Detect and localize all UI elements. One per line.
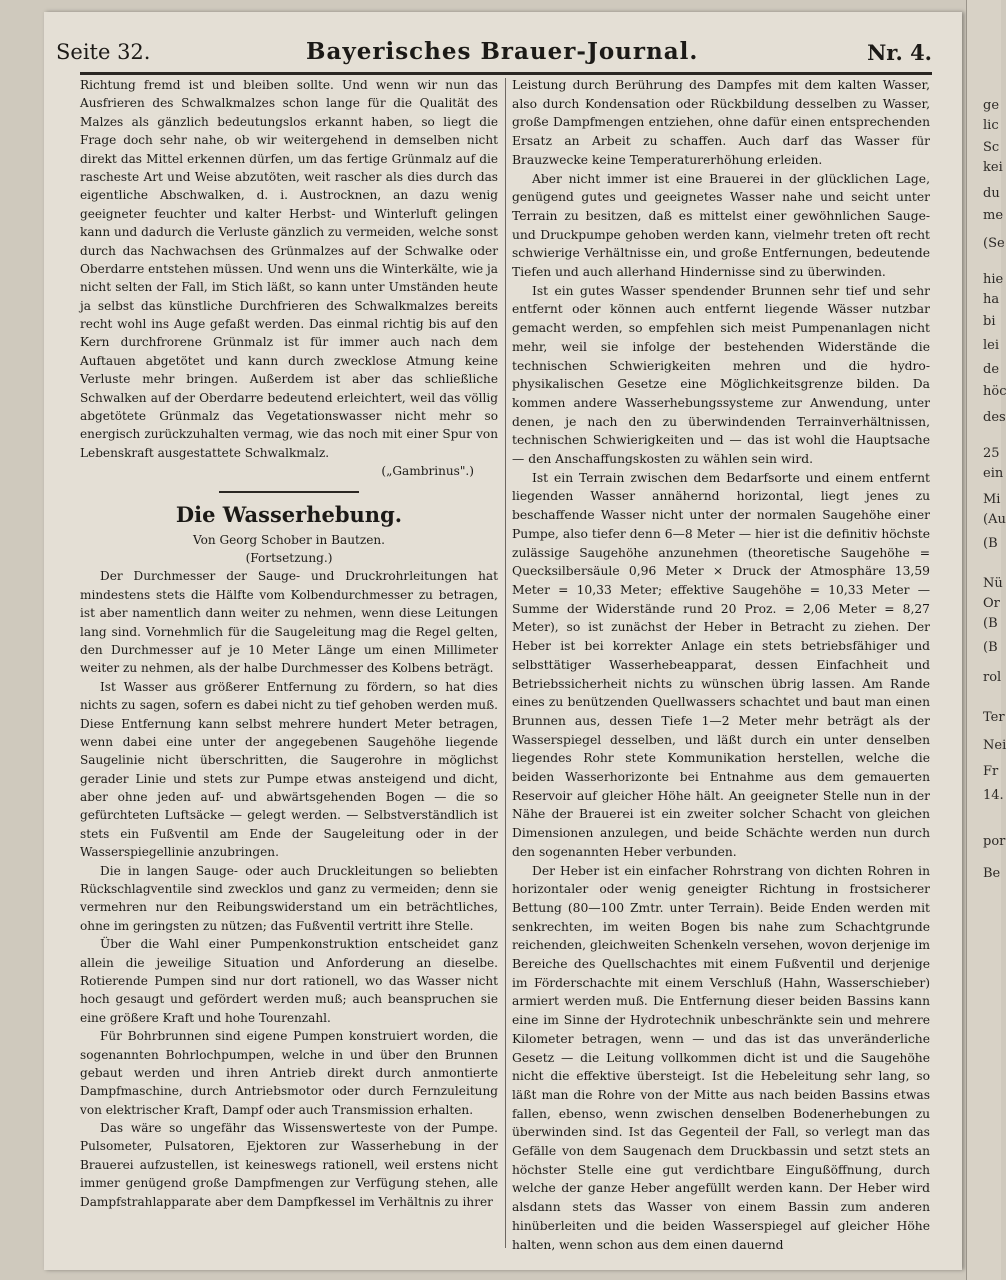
source-attribution: („Gambrinus".) bbox=[381, 464, 474, 479]
page-number: Seite 32. bbox=[56, 40, 151, 64]
header-rule bbox=[80, 72, 932, 75]
article-paragraph: Aber nicht immer ist eine Brauerei in der glücklichen Lage, genügend gutes und geeignetes Wasser nahe und seicht unter Terrain zu besitzen, daß es mittelst einer gewöhnlichen Sauge- und Druckpumpe gehoben werden kann, vielmehr treten oft recht schwierige Verhältnisse ein, und große Entfernungen, bedeutende Tiefen und auch allerhand Hindernisse sind zu überwinden. bbox=[512, 171, 930, 280]
adjacent-page-fragment: (B bbox=[983, 616, 998, 631]
adjacent-page-fragment: ge bbox=[983, 98, 1000, 113]
adjacent-page-fragment: hie bbox=[983, 272, 1004, 287]
adjacent-page-fragment: 25 bbox=[983, 446, 1000, 461]
column-divider bbox=[505, 78, 506, 1248]
adjacent-page-fragment: Ter bbox=[983, 710, 1005, 725]
journal-title: Bayerisches Brauer-Journal. bbox=[306, 38, 699, 65]
article-paragraph: Das wäre so ungefähr das Wissenswerteste von der Pumpe. Pulsometer, Pulsatoren, Ejektoren zur Wasserhebung in der Brauerei aufzustellen, ist keineswegs rationell, weil erstens nicht immer genügend große Dampfmengen zur Verfügung stehen, alle Dampfstrahlapparate aber dem Dampfkessel im Verhältnis zu ihrer bbox=[80, 1121, 498, 1209]
continued-article-text: Richtung fremd ist und bleiben sollte. Und wenn wir nun das Ausfrieren des Schwalkmalzes schon lange für die Qualität des Malzes als gänzlich bedeutungslos erkannt haben, so liegt die Frage doch sehr nahe, ob wir weitergehend in demselben nicht direkt das Mittel erkennen dürfen, um das fertige Grünmalz auf die rascheste Art und Weise abzutöten, weit rascher als dies durch das eigentliche Abschwalken, d. i. Austrocknen, an dazu wenig geeigneter feuchter und kalter Herbst- und Winterluft gelingen kann und dadurch die Verluste gänzlich zu vermeiden, welche sonst durch das Nachwachsen des Grünmalzes auf der Schwalke oder Oberdarre entstehen müssen. Und wenn uns die Winterkälte, wie ja nicht selten der Fall, im Stich läßt, so kann unter Umständen heute ja selbst das künstliche Durchfrieren des Schwalkmalzes bereits recht wohl ins Auge gefaßt werden. Das einmal richtig bis auf den Kern durchfrorene Grünmalz ist für immer auch nach dem Auftauen abgetötet und kann durch zwecklose Atmung keine Verluste mehr bringen. Außerdem ist aber das schließliche Schwalken auf der Oberdarre bedeutend erleichtert, weil das völlig abgetötete Grünmalz das Vegetationswasser nicht mehr so energisch zurückzuhalten vermag, wie das noch mit einer Spur von Lebenskraft ausgestattete Schwalkmalz. bbox=[80, 78, 498, 460]
continuation-note: (Fortsetzung.) bbox=[245, 550, 333, 565]
adjacent-page-fragment: Nü bbox=[983, 576, 1003, 591]
adjacent-page-fragment: Or bbox=[983, 596, 1000, 611]
adjacent-page-fragment: rol bbox=[983, 670, 1002, 685]
issue-number: Nr. 4. bbox=[867, 40, 932, 65]
article-paragraph: Leistung durch Berührung des Dampfes mit dem kalten Wasser, also durch Kondensation oder Rückbildung desselben zu Wasser, große Dampfmengen entziehen, ohne dafür einen entsprechenden Ersatz an Arbeit zu schaffen. Auch darf das Wasser für Brauzwecke keine Temperaturerhöhung erleiden. bbox=[512, 78, 930, 167]
right-column bbox=[512, 76, 930, 1254]
adjacent-page-fragment: lic bbox=[983, 118, 999, 133]
adjacent-page-fragment: (Se bbox=[983, 236, 1005, 251]
article-byline: Von Georg Schober in Bautzen. bbox=[192, 532, 386, 547]
adjacent-page-fragment: 14. bbox=[983, 788, 1004, 803]
article-paragraph: Die in langen Sauge- oder auch Druckleitungen so beliebten Rückschlagventile sind zwecklos und ganz zu vermeiden; denn sie vermehren nur den Reibungswiderstand um ein beträchtliches, ohne im geringsten zu nützen; das Fußventil vertritt ihre Stelle. bbox=[80, 863, 498, 933]
adjacent-page-fragment: kei bbox=[983, 160, 1003, 175]
adjacent-page-edge bbox=[966, 0, 1006, 1280]
adjacent-page-fragment: (Au bbox=[983, 512, 1006, 527]
article-paragraph: Über die Wahl einer Pumpenkonstruktion entscheidet ganz allein die jeweilige Situation und Anforderung an dieselbe. Rotierende Pumpen sind nur dort rationell, wo das Wasser nicht hoch gesaugt und gefördert werden muß; auch beanspruchen sie eine größere Kraft und hohe Tourenzahl. bbox=[80, 937, 498, 1025]
adjacent-page-fragment: lei bbox=[983, 338, 1000, 353]
adjacent-page-fragment: Sc bbox=[983, 140, 1000, 155]
adjacent-page-fragment: ein bbox=[983, 466, 1004, 481]
adjacent-page-fragment: de bbox=[983, 362, 1000, 377]
adjacent-page-fragment: (B bbox=[983, 536, 998, 551]
adjacent-page-fragment: Be bbox=[983, 866, 1001, 881]
adjacent-page-fragment: Fr bbox=[983, 764, 999, 779]
adjacent-page-fragment: des bbox=[983, 410, 1006, 425]
left-column bbox=[80, 76, 498, 1211]
adjacent-page-fragment: (B bbox=[983, 640, 998, 655]
adjacent-page-fragment: me bbox=[983, 208, 1004, 223]
article-paragraph: Der Heber ist ein einfacher Rohrstrang von dichten Rohren in horizontaler oder wenig geneigter Richtung in frostsicherer Bettung (80—100 Zmtr. unter Terrain). Beide Enden werden mit senkrechten, im weiten Bogen bis nahe zum Schachtgrunde reichenden, gleichweiten Schenkeln versehen, wovon derjenige im Bereiche des Quellschachtes mit einem Fußventil und derjenige im Förderschachte mit einem Verschluß (Hahn, Wasserschieber) armiert werden muß. Die Entfernung dieser beiden Bassins kann eine im Sinne der Hydrotechnik unbeschränkte sein und mehrere Kilometer betragen, wenn — und das ist das unveränderliche Gesetz — die Leitung vollkommen dicht ist und die Saugehöhe nicht die effektive übersteigt. Ist die Hebeleitung sehr lang, so läßt man die Rohre von der Mitte aus nach beiden Bassins etwas fallen, ebenso, wenn zwischen denselben Bodenerhebungen zu überwinden sind. Ist das Gegenteil der Fall, so verlegt man das Gefälle von dem Saugenach dem Druckbassin und setzt stets an höchster Stelle eine gut verdichtbare Eingußöffnung, durch welche der ganze Heber angefüllt werden kann. Der Heber wird alsdann stets das Wasser von einem Bassin zum anderen hinüberleiten und die beiden Wasserspiegel auf gleicher Höhe halten, wenn schon aus dem einen dauernd bbox=[512, 863, 930, 1252]
page-header bbox=[56, 36, 932, 72]
adjacent-page-fragment: Nei bbox=[983, 738, 1006, 753]
article-paragraph: Der Durchmesser der Sauge- und Druckrohrleitungen hat mindestens stets die Hälfte vom Kolbendurchmesser zu betragen, ist aber namentlich dann weiter zu nehmen, wenn diese Leitungen lang sind. Vornehmlich für die Saugeleitung mag die Regel gelten, den Durchmesser auf je 10 Meter Länge um einen Millimeter weiter zu nehmen, als der halbe Durchmesser des Kolbens beträgt. bbox=[80, 569, 498, 676]
section-separator bbox=[219, 491, 359, 493]
article-title: Die Wasserhebung. bbox=[175, 501, 403, 527]
article-paragraph: Ist ein gutes Wasser spendender Brunnen sehr tief und sehr entfernt oder können auch entfernt liegende Wässer nutzbar gemacht werden, so empfehlen sich meist Pumpenanlagen nicht mehr, weil sie infolge der bestehenden Widerstände die technischen Schwierigkeiten mehren und die hydro-physikalischen Gesetze eine Möglichkeitsgrenze bilden. Da kommen andere Wasserhebungssysteme zur Anwendung, unter denen, je nach den zu überwindenden Terrainverhältnissen, technischen Schwierigkeiten und — das ist wohl die Hauptsache — den Anschaffungskosten zu wählen sein wird. bbox=[512, 283, 930, 467]
adjacent-page-fragment: ha bbox=[983, 292, 1000, 307]
adjacent-page-fragment: Mi bbox=[983, 492, 1001, 507]
adjacent-page-fragment: du bbox=[983, 186, 1000, 201]
adjacent-page-fragment: por bbox=[983, 834, 1006, 849]
adjacent-page-fragment: bi bbox=[983, 314, 996, 329]
article-paragraph: Für Bohrbrunnen sind eigene Pumpen konstruiert worden, die sogenannten Bohrlochpumpen, welche in und über den Brunnen gebaut werden und ihren Antrieb direkt durch anmontierte Dampfmaschine, durch Antriebsmotor oder durch Fernzuleitung von elektrischer Kraft, Dampf oder auch Transmission erhalten. bbox=[80, 1029, 498, 1117]
article-paragraph: Ist ein Terrain zwischen dem Bedarfsorte und einem entfernt liegenden Wasser annähernd horizontal, liegt jenes zu beschaffende Wasser nicht unter der normalen Saugehöhe einer Pumpe, also tiefer denn 6—8 Meter — hier ist die definitiv höchste zulässige Saugehöhe anzunehmen (theoretische Saugehöhe = Quecksilbersäule 0,96 Meter × Druck der Atmosphäre 13,59 Meter = 10,33 Meter; effektive Saugehöhe = 10,33 Meter — Summe der Widerstände rund 20 Proz. = 2,06 Meter = 8,27 Meter), so ist zunächst der Heber in Betracht zu ziehen. Der Heber ist bei korrekter Anlage ein stets betriebsfähiger und selbsttätiger Wasserhebeapparat, dessen Einfachheit und Betriebssicherheit nichts zu wünschen übrig lassen. Am Rande eines zu benützenden Quellwassers schachtet und baut man einen Brunnen aus, dessen Tiefe 1—2 Meter mehr beträgt als der Wasserspiegel desselben, und läßt durch ein unter denselben liegendes Rohr stete Kommunikation herstellen, welche die beiden Wasserhorizonte bei Entnahme aus dem gemauerten Reservoir auf gleicher Höhe hält. An geeigneter Stelle nun in der Nähe der Brauerei ist ein zweiter solcher Schacht von gleichen Dimensionen anzulegen, und beide Schächte werden nun durch den sogenannten Heber verbunden. bbox=[512, 470, 930, 859]
adjacent-page-fragment: höc bbox=[983, 384, 1006, 399]
article-paragraph: Ist Wasser aus größerer Entfernung zu fördern, so hat dies nichts zu sagen, sofern es dabei nicht zu tief gehoben werden muß. Diese Entfernung kann selbst mehrere hundert Meter betragen, wenn dabei eine unter der angegebenen Saugehöhe liegende Saugelinie nicht überschritten, die Saugerohre in möglichst gerader Linie und stets zur Pumpe etwas ansteigend und dicht, aber ohne jeden auf- und abwärtsgehenden Bogen — die so gefürchteten Luftsäcke — gelegt werden. — Selbstverständlich ist stets ein Fußventil am Ende der Saugeleitung oder in der Wasserspiegellinie anzubringen. bbox=[80, 679, 498, 860]
